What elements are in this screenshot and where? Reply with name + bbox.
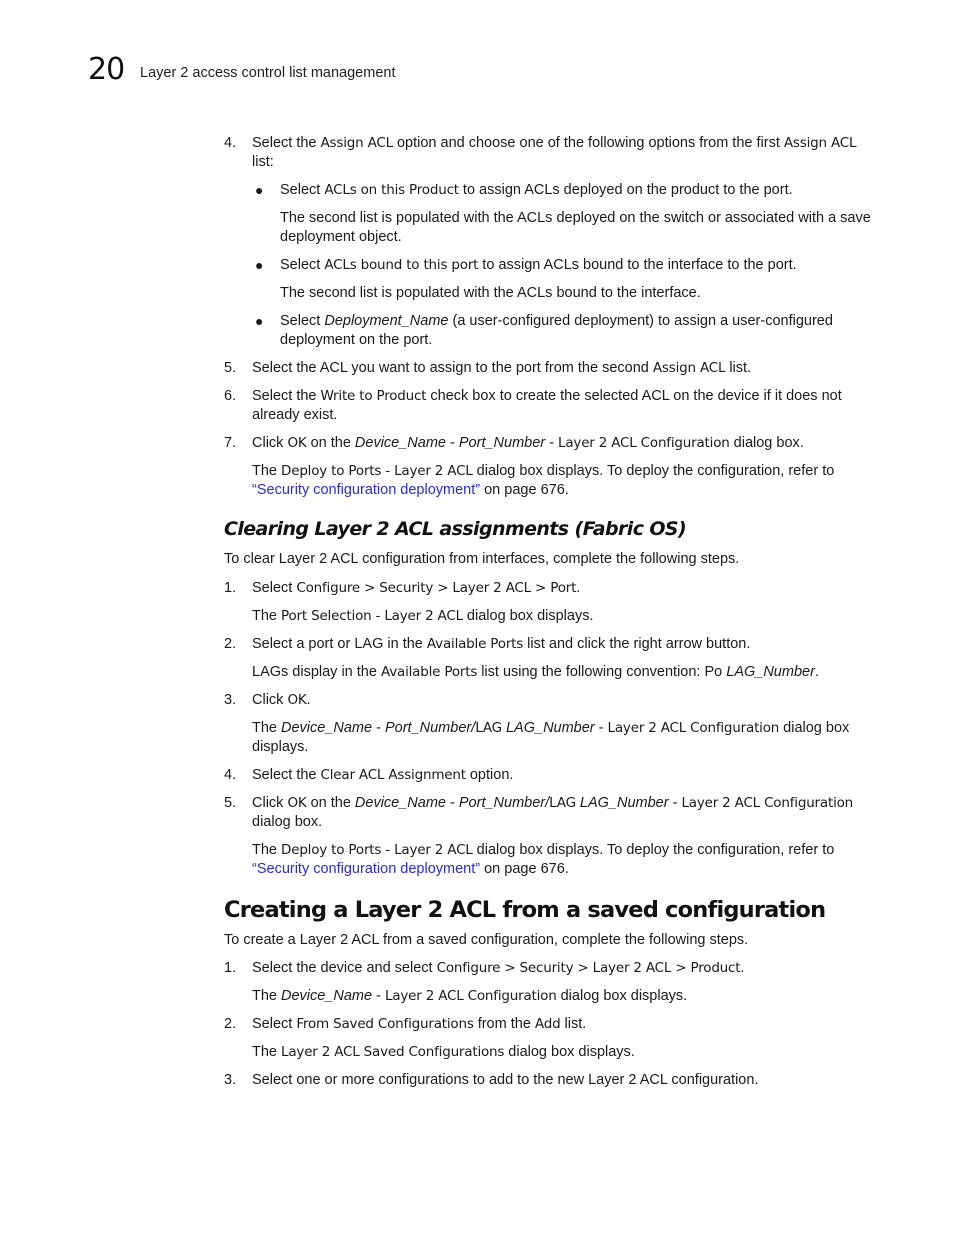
step-2-note: LAGs display in the Available Ports list using the following convention: Po LAG_Number. <box>252 664 819 680</box>
step-7: 7. Click OK on the Device_Name - Port_Number - Layer 2 ACL Configuration dialog box. <box>224 435 804 451</box>
step-2: 2. Select From Saved Configurations from the Add list. <box>224 1016 587 1032</box>
security-deployment-link[interactable]: “Security configuration deployment” <box>252 482 481 498</box>
bullet-item-deployment: ● Select Deployment_Name (a user-configured deployment) to assign a user-configured deployment on the port. <box>255 313 833 348</box>
step-6: 6. Select the Write to Product check box to create the selected ACL on the device if it does not already exist. <box>224 388 842 423</box>
bullet-icon: ● <box>255 257 264 273</box>
step-4: 4. Select the Clear ACL Assignment option. <box>224 767 514 783</box>
step-1: 1. Select the device and select Configure > Security > Layer 2 ACL > Product. <box>224 960 745 976</box>
bullet-icon: ● <box>255 313 264 329</box>
step-1-note: The Device_Name - Layer 2 ACL Configuration dialog box displays. <box>252 988 688 1004</box>
security-deployment-link[interactable]: “Security configuration deployment” <box>252 861 481 877</box>
step-1: 1. Select Configure > Security > Layer 2 ACL > Port. <box>224 580 581 596</box>
step-5-note: The Deploy to Ports - Layer 2 ACL dialog box displays. To deploy the configuration, refer to “Security configuration deployment” on page 676. <box>252 842 835 877</box>
section-heading-creating: Creating a Layer 2 ACL from a saved configuration <box>224 897 826 923</box>
step-2-note: The Layer 2 ACL Saved Configurations dialog box displays. <box>252 1044 635 1060</box>
bullet-note: The second list is populated with the ACLs bound to the interface. <box>280 285 701 301</box>
step-5: 5. Select the ACL you want to assign to the port from the second Assign ACL list. <box>224 360 752 376</box>
step-5: 5. Click OK on the Device_Name - Port_Number/LAG LAG_Number - Layer 2 ACL Configuration dialog box. <box>224 795 854 830</box>
bullet-item-port: ● Select ACLs bound to this port to assign ACLs bound to the interface to the port. <box>255 257 797 273</box>
step-3: 3. Click OK. <box>224 692 311 708</box>
bullet-icon: ● <box>255 182 264 198</box>
bullet-item-products: ● Select ACLs on this Product to assign ACLs deployed on the product to the port. <box>255 182 793 198</box>
step-2: 2. Select a port or LAG in the Available Ports list and click the right arrow button. <box>224 636 751 652</box>
section-intro: To clear Layer 2 ACL configuration from interfaces, complete the following steps. <box>224 551 740 567</box>
section-intro: To create a Layer 2 ACL from a saved configuration, complete the following steps. <box>224 932 749 948</box>
step-3: 3. Select one or more configurations to add to the new Layer 2 ACL configuration. <box>224 1072 759 1088</box>
step-7-note: The Deploy to Ports - Layer 2 ACL dialog box displays. To deploy the configuration, refer to “Security configuration deployment” on page 676. <box>252 463 835 498</box>
step-4: 4. Select the Assign ACL option and choose one of the following options from the first Assign ACL list: <box>224 135 857 170</box>
bullet-note: The second list is populated with the ACLs deployed on the switch or associated with a save deployment object. <box>280 210 871 245</box>
chapter-number: 20 <box>88 52 125 87</box>
step-1-note: The Port Selection - Layer 2 ACL dialog box displays. <box>252 608 594 624</box>
chapter-title: Layer 2 access control list management <box>140 65 396 81</box>
step-3-note: The Device_Name - Port_Number/LAG LAG_Number - Layer 2 ACL Configuration dialog box displays. <box>252 720 850 755</box>
section-heading-clearing: Clearing Layer 2 ACL assignments (Fabric OS) <box>224 518 687 540</box>
page-content <box>224 134 874 1090</box>
